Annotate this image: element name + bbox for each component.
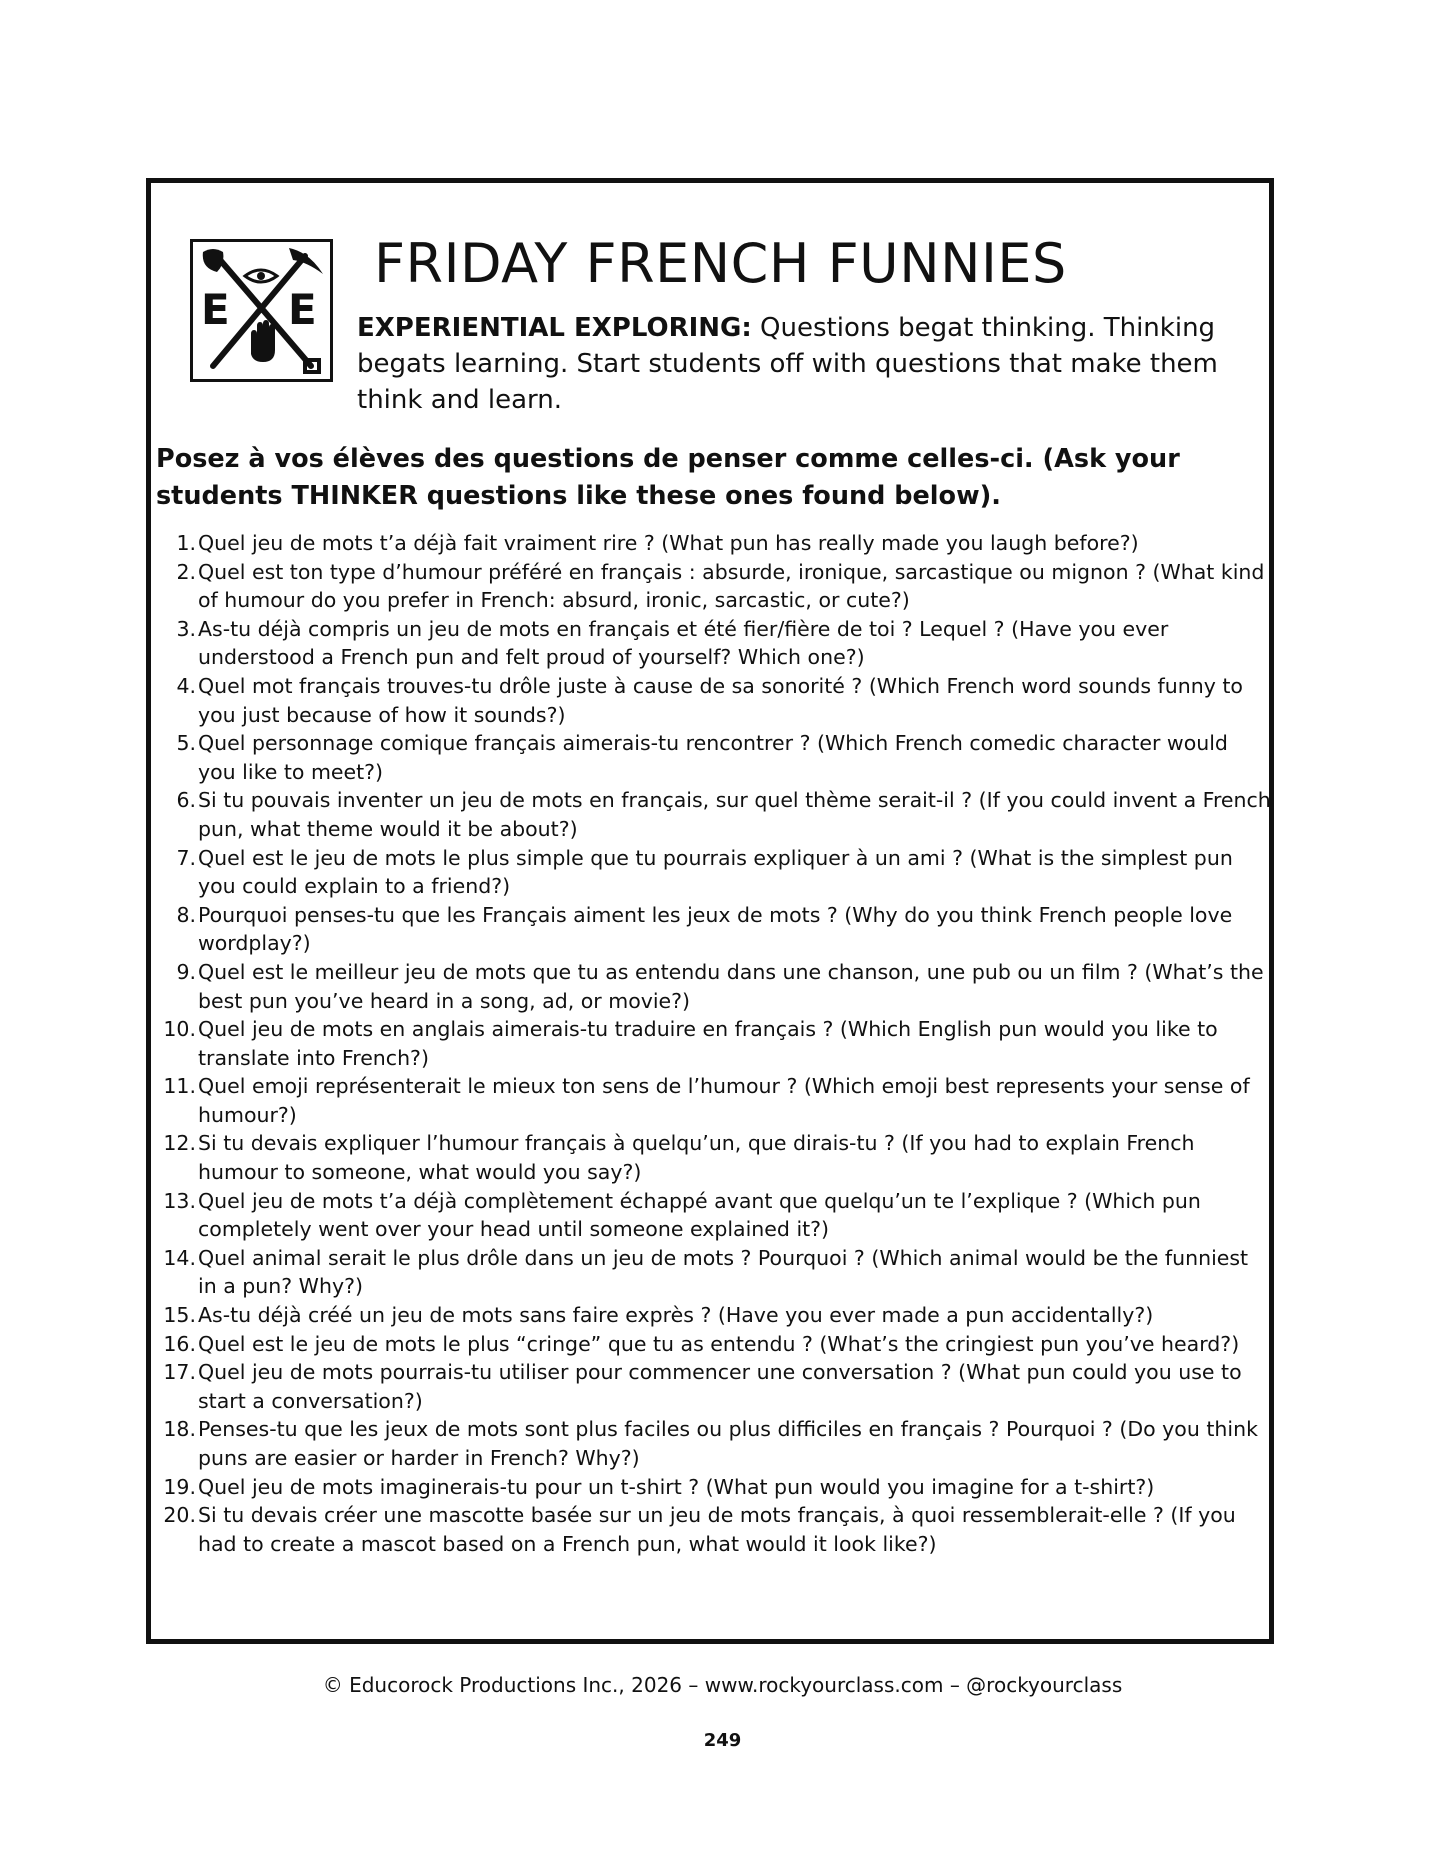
hand-icon [251,320,275,362]
question-number: 14. [163,1245,196,1270]
eye-pupil-shape [257,272,265,280]
question-text: Si tu pouvais inventer un jeu de mots en français, sur quel thème serait-il ? (If you could invent a French pun, what theme would it be about?) [198,788,1271,841]
page-number: 249 [703,1730,742,1751]
question-number: 11. [163,1074,196,1099]
question-text: Quel jeu de mots t’a déjà fait vraiment rire ? (What pun has really made you laugh before?) [198,531,1139,555]
intro-label: EXPERIENTIAL EXPLORING: [357,313,752,343]
question-number: 3. [176,616,196,641]
question-number: 17. [163,1360,196,1385]
list-item [156,844,1271,901]
question-number: 6. [176,788,196,813]
question-number: 16. [163,1331,196,1356]
question-text: Quel est le jeu de mots le plus “cringe” que tu as entendu ? (What’s the cringiest pun you’ve heard?) [198,1331,1240,1356]
logo-letter-e-right: E [288,285,317,334]
question-text: Quel emoji représenterait le mieux ton sens de l’humour ? (Which emoji best represents your sense of humour?) [198,1074,1250,1127]
question-text: Quel mot français trouves-tu drôle juste à cause de sa sonorité ? (Which French word sounds funny to you just because of how it sounds?) [198,673,1243,727]
question-number: 19. [163,1474,196,1499]
question-number: 1. [176,531,196,555]
list-item [156,1187,1271,1244]
question-text: Quel est le jeu de mots le plus simple que tu pourrais expliquer à un ami ? (What is the simplest pun you could explain to a friend?) [198,845,1233,899]
list-item [156,958,1271,1015]
question-number: 15. [163,1303,196,1328]
question-number: 13. [163,1188,196,1213]
list-item [156,1415,1271,1472]
list-item [156,672,1271,729]
logo-letter-e-left: E [201,285,230,334]
list-item [156,1015,1271,1072]
question-number: 7. [176,845,196,870]
question-text: Quel jeu de mots t’a déjà complètement échappé avant que quelqu’un te l’explique ? (Which pun completely went over your head until someone explained it?) [198,1188,1201,1242]
list-item [156,1358,1271,1415]
question-text: As-tu déjà compris un jeu de mots en français et été fier/fière de toi ? Lequel ? (Have you ever understood a French pun and felt proud of yourself? Which one?) [198,616,1169,670]
copyright-footer: © Educorock Productions Inc., 2026 – www.rockyourclass.com – @rockyourclass [322,1673,1123,1697]
question-text: Quel jeu de mots en anglais aimerais-tu traduire en français ? (Which English pun would you like to translate into French?) [198,1017,1218,1070]
question-number: 2. [176,559,196,584]
intro-paragraph [357,310,1237,418]
list-item [156,729,1271,786]
list-item [156,1244,1271,1301]
page-title: FRIDAY FRENCH FUNNIES [374,232,1067,295]
question-number: 9. [176,959,196,984]
question-number: 4. [176,673,196,698]
question-text: Quel personnage comique français aimerais-tu rencontrer ? (Which French comedic character would you like to meet?) [198,731,1228,784]
list-item [156,1473,1271,1502]
question-number: 18. [163,1417,196,1442]
question-number: 20. [163,1503,196,1528]
list-item [156,1330,1271,1359]
question-number: 10. [163,1017,196,1042]
question-text: Quel est le meilleur jeu de mots que tu as entendu dans une chanson, une pub ou un film ? (What’s the best pun you’ve heard in a song, ad, or movie?) [198,959,1264,1013]
intro-text: Questions begat thinking. Thinking begats learning. Start students off with questions that make them think and learn. [357,313,1218,415]
question-text: Quel jeu de mots pourrais-tu utiliser pour commencer une conversation ? (What pun could you use to start a conversation?) [198,1360,1242,1413]
question-text: As-tu déjà créé un jeu de mots sans faire exprès ? (Have you ever made a pun accidentally?) [198,1303,1154,1328]
question-number: 12. [163,1131,196,1156]
question-prompt: Posez à vos élèves des questions de penser comme celles-ci. (Ask your students THINKER questions like these ones found below). [156,444,1180,511]
list-item [156,1129,1271,1186]
exe-logo-icon [193,242,330,379]
question-text: Si tu devais créer une mascotte basée sur un jeu de mots français, à quoi ressemblerait-elle ? (If you had to create a mascot based on a French pun, what would it look like?) [198,1503,1236,1556]
list-item [156,901,1271,958]
list-item [156,786,1271,843]
question-text: Quel est ton type d’humour préféré en français : absurde, ironique, sarcastique ou mignon ? (What kind of humour do you prefer in French: absurd, ironic, sarcastic, or cute?) [198,559,1265,613]
list-item [156,1501,1271,1558]
question-text: Quel jeu de mots imaginerais-tu pour un t-shirt ? (What pun would you imagine for a t-shirt?) [198,1474,1155,1499]
question-text: Si tu devais expliquer l’humour français à quelqu’un, que dirais-tu ? (If you had to explain French humour to someone, what would you say?) [198,1131,1195,1185]
question-text: Penses-tu que les jeux de mots sont plus faciles ou plus difficiles en français ? Pourquoi ? (Do you think puns are easier or harder in French? Why?) [198,1417,1258,1470]
question-text: Quel animal serait le plus drôle dans un jeu de mots ? Pourquoi ? (Which animal would be the funniest in a pun? Why?) [198,1245,1249,1299]
list-item [156,1072,1271,1129]
list-item [156,558,1271,615]
question-list [156,529,1271,1558]
list-item [156,529,1271,558]
shovel-blade-icon [203,249,224,272]
question-number: 8. [176,902,196,927]
question-text: Pourquoi penses-tu que les Français aiment les jeux de mots ? (Why do you think French people love wordplay?) [198,902,1233,956]
exe-logo [190,239,333,382]
question-number: 5. [176,731,196,756]
list-item [156,1301,1271,1330]
list-item [156,615,1271,672]
